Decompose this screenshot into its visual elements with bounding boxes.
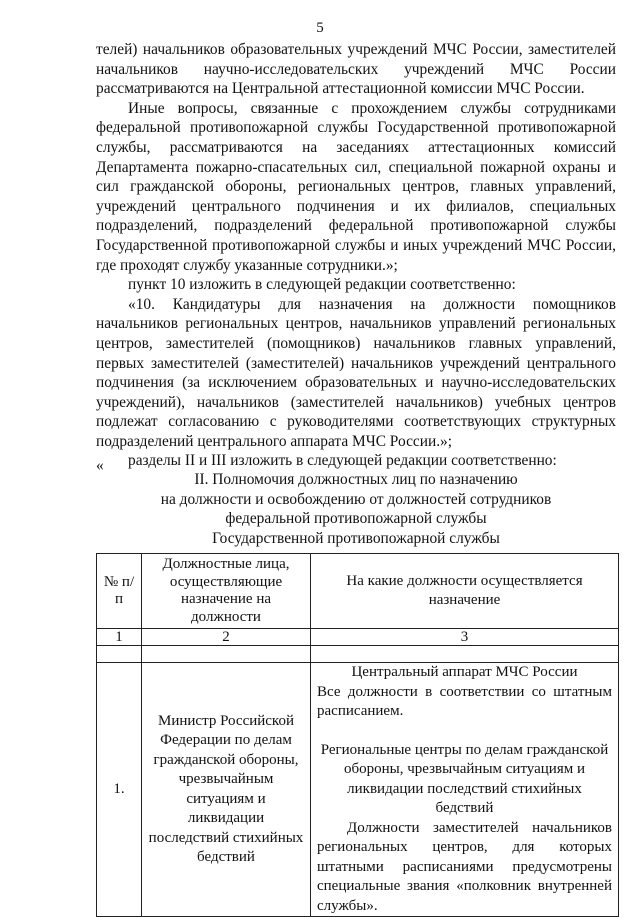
gap-cell-1 [97, 646, 142, 663]
paragraph-5: разделы II и III изложить в следующей редакции соответственно: [128, 452, 557, 470]
column-number-2: 2 [142, 629, 311, 646]
section-heading-line-3: федеральной противопожарной службы [225, 510, 487, 527]
header-number: № п/п [97, 554, 142, 629]
table-header-row [97, 554, 619, 629]
section-heading-line-4: Государственной противопожарной службы [212, 529, 500, 547]
section-heading-line-2: на должности и освобождению от должностей сотрудников [160, 490, 552, 508]
spacer [317, 722, 612, 741]
column-number-3: 3 [311, 629, 619, 646]
header-officials: Должностные лица, осуществляющие назначение на должности [142, 554, 311, 629]
appointments-table [96, 553, 619, 917]
regional-centers-heading: Региональные центры по делам гражданской обороны, чрезвычайным ситуациям и ликвидации последствий стихийных бедствий [320, 741, 609, 816]
opening-quote: « [96, 457, 104, 474]
section-heading [96, 470, 616, 548]
table-row [97, 663, 619, 917]
paragraph-1: телей) начальников образовательных учреждений МЧС России, заместителей начальников научно-исследовательских учреждений МЧС России рассматриваются на Центральной аттестационной комиссии МЧС России. [96, 41, 616, 98]
section-heading-line-1: II. Полномочия должностных лиц по назначению [194, 471, 518, 488]
central-apparatus-text: Все должности в соответствии со штатным расписанием. [317, 683, 612, 719]
row-positions [311, 663, 619, 917]
gap-cell-3 [311, 646, 619, 663]
table-gap-row [97, 646, 619, 663]
regional-centers-text: Должности заместителей начальников региональных центров, для которых штатными расписаниями предусмотрены специальные звания «полковник внутренней службы». [317, 819, 612, 914]
gap-cell-2 [142, 646, 311, 663]
paragraph-2: Иные вопросы, связанные с прохождением службы сотрудниками федеральной противопожарной службы Государственной противопожарной службы, рассматриваются на заседаниях аттестационных комиссий Департамента пожарно-спасательных сил, специальной пожарной охраны и сил гражданской обороны, региональных центров, главных управлений, учреждений центрального подчинения и их филиалов, специальных подразделений, подразделений федеральной противопожарной службы Государственной противопожарной службы и иных учреждений МЧС России, где проходят службу указанные сотрудники.»; [96, 99, 616, 274]
paragraph-3: пункт 10 изложить в следующей редакции соответственно: [128, 276, 516, 294]
central-apparatus-heading: Центральный аппарат МЧС России [351, 664, 578, 680]
row-official: Министр Российской Федерации по делам гражданской обороны, чрезвычайным ситуациям и ликвидации последствий стихийных бедствий [142, 663, 311, 917]
column-number-1: 1 [97, 629, 142, 646]
page-number: 5 [316, 20, 324, 36]
paragraph-4: «10. Кандидатуры для назначения на должности помощников начальников региональных центров, начальников управлений региональных центров, заместителей (помощников) начальников главных управлений, первых заместителей (заместителей) начальников учреждений центрального подчинения (за исключением образовательных и научно-исследовательских учреждений), начальников (заместителей начальников) учебных центров подлежат согласованию с руководителями соответствующих структурных подразделений центрального аппарата МЧС России.»; [96, 295, 616, 450]
row-number: 1. [97, 663, 142, 917]
body-text [96, 40, 616, 471]
column-numbers-row [97, 629, 619, 646]
header-positions: На какие должности осуществляется назначение [311, 554, 619, 629]
